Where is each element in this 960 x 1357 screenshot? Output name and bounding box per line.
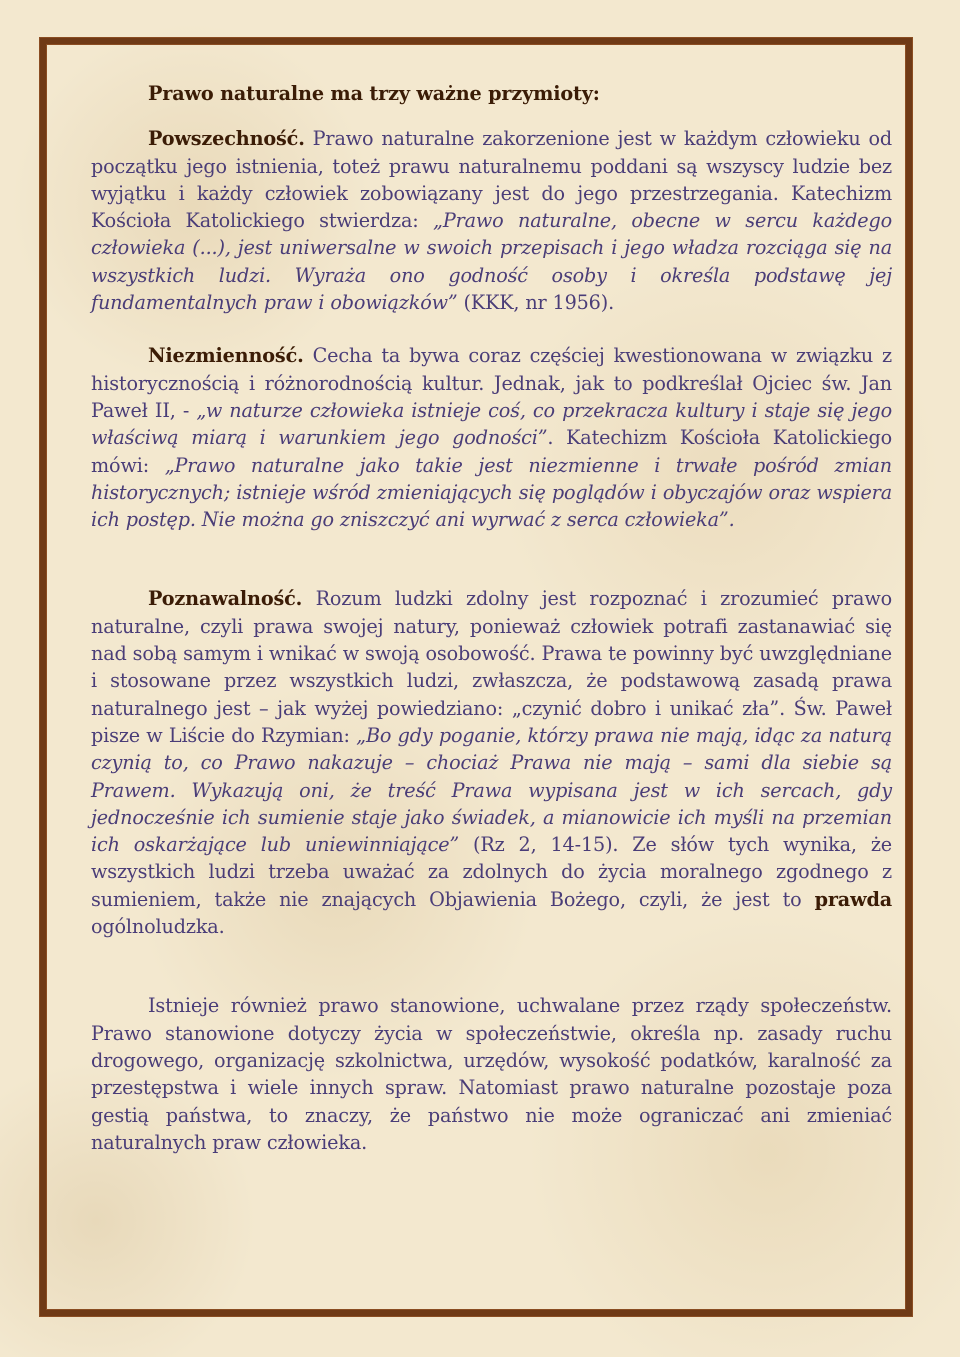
paragraph-text: Rozum ludzki zdolny jest rozpoznać i zrozumieć prawo naturalne, czyli prawa swojej natury, ponieważ człowiek potrafi zastanawiać się nad sobą samym i wnikać w swoją osobowość. Prawa te powinny być uwzględniane i stosowane przez wszystkich ludzi, zwłaszcza, że podstawową zasadą prawa naturalnego jest – jak wyżej powiedziano: „czynić dobro i unikać zła”. Św. Paweł pisze w Liście do Rzymian: (91, 587, 892, 747)
quote-text: „w naturze człowieka istnieje coś, co przekracza kultury i staje się jego właściwą miarą i warunkiem jego godności” (91, 398, 892, 450)
page-heading: Prawo naturalne ma trzy ważne przymioty: (148, 82, 600, 105)
paragraph-text: ogólnoludzka. (91, 915, 225, 939)
paragraph-text: (Rz 2, 14-15). Ze słów tych wynika, że wszystkich ludzi trzeba uważać za zdolnych do życia moralnego zgodnego z sumieniem, także nie znających Objawienia Bożego, czyli, że jest to (91, 833, 892, 911)
paragraph-universality (91, 125, 892, 316)
paragraph-text: (KKK, nr 1956). (457, 291, 615, 315)
quote-text: „Bo gdy poganie, którzy prawa nie mają, idąc za naturą czynią to, co Prawo nakazuje – chociaż Prawa nie mają – sami dla siebie są Prawem. Wykazują oni, że treść Prawa wypisana jest w ich sercach, gdy jednocześnie ich sumienie staje jako świadek, a mianowicie ich myśli na przemian ich oskarżające lub uniewinniające” (91, 723, 892, 857)
paragraph-knowability (91, 585, 892, 940)
paragraph-text: Prawo naturalne zakorzenione jest w każdym człowieku od początku jego istnienia, toteż prawu naturalnemu poddani są wszyscy ludzie bez wyjątku i każdy człowiek zobowiązany jest do jego przestrzegania. Katechizm Kościoła Katolickiego stwierdza: (91, 127, 892, 233)
paragraph-immutability (91, 342, 892, 533)
quote-text: „Prawo naturalne, obecne w sercu każdego człowieka (...), jest uniwersalne w swoich przepisach i jego władza rozciąga się na wszystkich ludzi. Wyraża ono godność osoby i określa podstawę jej fundamentalnych praw i obowiązków” (91, 209, 892, 315)
keyword-knowability: Poznawalność. (148, 587, 303, 611)
document-body (91, 80, 892, 1156)
paragraph-text: Cecha ta bywa coraz częściej kwestionowana w związku z historycznością i różnorodnością kultur. Jednak, jak to podkreślał Ojciec św. Jan Paweł II, - (91, 344, 892, 422)
paragraph-statutory-law: Istnieje również prawo stanowione, uchwalane przez rządy społeczeństw. Prawo stanowione dotyczy życia w społeczeństwie, określa np. zasady ruchu drogowego, organizację szkolnictwa, urzędów, wysokość podatków, karalność za przestępstwa i wiele innych spraw. Natomiast prawo naturalne pozostaje poza gestią państwa, to znaczy, że państwo nie może ograniczać ani zmieniać naturalnych praw człowieka. (91, 994, 892, 1154)
keyword-universality: Powszechność. (148, 127, 305, 151)
keyword-truth: prawda (814, 887, 892, 911)
keyword-immutability: Niezmienność. (148, 344, 304, 368)
quote-text: „Prawo naturalne jako takie jest niezmienne i trwałe pośród zmian historycznych; istnieje wśród zmieniających się poglądów i obyczajów oraz wspiera ich postęp. Nie można go zniszczyć ani wyrwać z serca człowieka”. (91, 453, 892, 532)
paragraph-text: . Katechizm Kościoła Katolickiego mówi: (91, 426, 893, 477)
